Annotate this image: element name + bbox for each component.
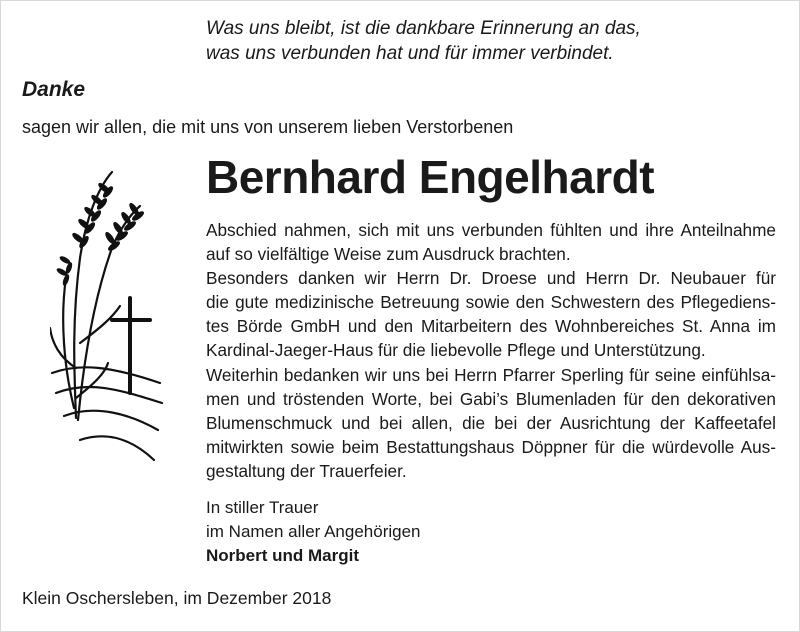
- motto-line-1: Was uns bleibt, ist die dankbare Erinnerung an das,: [206, 18, 641, 39]
- body-line: auf so vielfältige Weise zum Ausdruck brachten.: [206, 244, 571, 265]
- wheat-and-cross-icon: [50, 168, 170, 468]
- closing-line-2: im Namen aller Angehörigen: [206, 522, 421, 541]
- motto-line-2: was uns verbunden hat und für immer verbindet.: [206, 43, 614, 64]
- closing-block: [206, 496, 421, 568]
- body-line: tes Börde GmbH und den Mitarbeitern des Wohnbereiches St. Anna im: [206, 316, 776, 337]
- closing-line-1: In stiller Trauer: [206, 498, 319, 517]
- body-line: Blumenschmuck und bei allen, die bei der Ausrichtung der Kaffeetafel: [206, 412, 776, 433]
- body-line: gestaltung der Trauerfeier.: [206, 460, 407, 481]
- place-date: Klein Oschersleben, im Dezember 2018: [22, 588, 332, 608]
- body-line: Besonders danken wir Herrn Dr. Droese und Herrn Dr. Neubauer für: [206, 268, 776, 289]
- signature: Norbert und Margit: [206, 546, 359, 565]
- body-line: Weiterhin bedanken wir uns bei Herrn Pfarrer Sperling für seine einfühlsa-: [206, 364, 776, 385]
- heading-danke: Danke: [22, 78, 86, 101]
- body-line: die gute medizinische Betreuung sowie den Schwestern des Pflegediens-: [206, 292, 776, 313]
- body-line: Abschied nahmen, sich mit uns verbunden fühlten und ihre Anteilnahme: [206, 220, 776, 240]
- intro-text: sagen wir allen, die mit uns von unserem lieben Verstorbenen: [22, 117, 514, 137]
- motto-quote: [206, 16, 796, 66]
- deceased-name: Bernhard Engelhardt: [206, 151, 655, 203]
- body-line: mitwirkten sowie beim Bestattungshaus Döppner für die würdevolle Aus-: [206, 436, 776, 457]
- thanks-body: [206, 218, 776, 483]
- body-line: men und tröstenden Worte, bei Gabi’s Blumenladen für den dekorativen: [206, 388, 776, 409]
- body-line: Kardinal-Jaeger-Haus für die liebevolle Pflege und Unterstützung.: [206, 340, 706, 361]
